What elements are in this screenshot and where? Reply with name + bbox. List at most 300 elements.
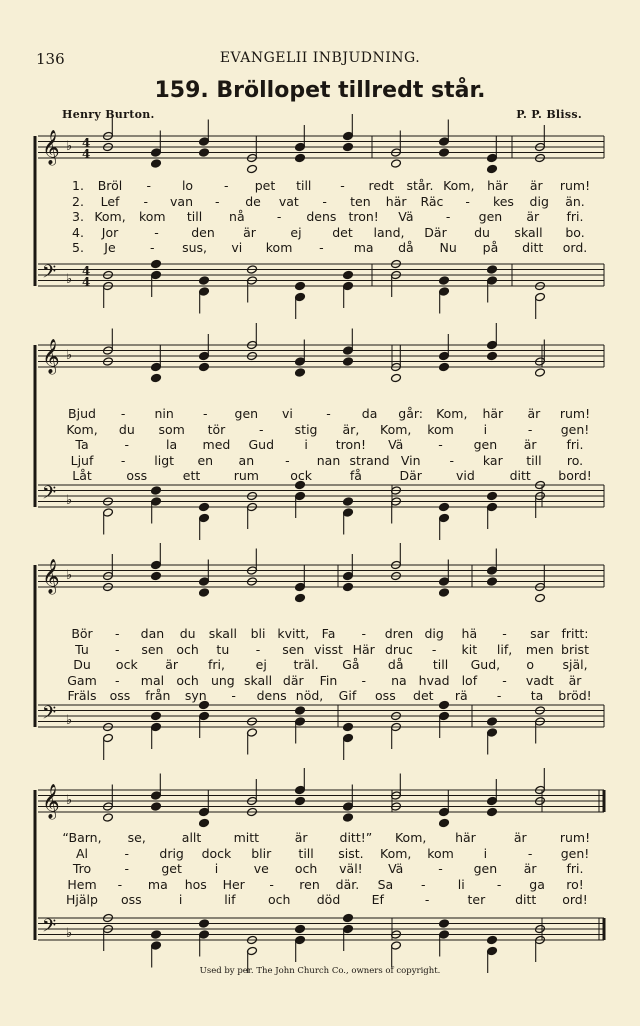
lyric-syllable: gen [473,861,498,877]
syllable-hyphen: - [502,626,507,641]
lyric-line [0,437,640,453]
syllable-hyphen: - [276,209,282,225]
flat-sign-icon: ♭ [66,568,73,583]
lyric-syllable: få [349,468,362,484]
treble-clef-icon: 𝄞 [42,130,60,165]
verse-number: 3. [72,209,84,225]
lyric-syllable: hos [184,876,207,892]
page-number: 136 [36,50,65,68]
note-head [199,362,210,371]
flat-sign-icon: ♭ [66,713,73,728]
note-head [295,281,306,290]
lyric-syllable: nöd, [295,688,324,704]
lyric-syllable: Du [73,657,91,673]
time-signature: 4 [82,264,91,278]
lyric-syllable: dig [424,626,444,641]
lyric-syllable: från [145,688,171,704]
lyric-syllable: kom [138,209,166,225]
syllable-hyphen: - [114,672,120,688]
treble-clef-icon: 𝄞 [42,784,60,819]
lyric-syllable: nan [316,452,341,468]
lyric-syllable: ditt!” [339,830,373,845]
lyric-syllable: där [282,672,304,688]
lyric-syllable: Lef [100,193,120,209]
syllable-hyphen: - [438,861,443,877]
lyric-syllable: den [191,224,215,240]
note-head [151,486,162,495]
lyric-syllable: ditt [515,892,537,908]
lyric-syllable: är [513,830,527,845]
syllable-hyphen: - [120,452,126,468]
lyric-syllable: till [296,178,312,193]
lyric-line [0,830,640,846]
lyric-syllable: o [526,657,534,673]
lyric-syllable: Nu [439,240,457,256]
lyric-syllable: Kom, [94,209,126,225]
lyric-syllable: Kom, [436,406,468,421]
running-head: EVANGELII INBJUDNING. [219,50,421,66]
lyric-syllable: är [165,657,179,673]
syllable-hyphen: - [445,209,451,225]
syllable-hyphen: - [527,421,533,437]
lyric-syllable: fri. [566,861,584,877]
syllable-hyphen: - [124,437,130,453]
note-head [199,502,210,511]
syllable-hyphen: - [143,193,149,209]
lyric-syllable: Kom, [66,421,98,437]
lyric-syllable: är [529,178,543,193]
lyric-syllable: ma [147,876,168,892]
lyric-line [0,626,640,642]
syllable-hyphen: - [285,452,290,468]
lyric-syllable: mal [140,672,165,688]
time-signature: 4 [82,147,91,161]
syllable-hyphen: - [150,240,155,256]
lyric-syllable: strand [349,452,390,468]
note-head [343,357,354,366]
note-head [343,913,354,922]
note-head [199,919,210,928]
lyric-syllable: det [332,224,353,240]
lyric-syllable: du [179,626,196,641]
lyric-syllable: lo [181,178,194,193]
flat-sign-icon: ♭ [66,139,73,154]
lyric-syllable: bo. [565,224,585,240]
lyric-line [0,877,640,893]
lyric-syllable: lif, [496,641,513,657]
lyric-syllable: gen [473,437,498,453]
lyric-syllable: kvitt, [277,626,310,641]
flat-sign-icon: ♭ [66,493,73,508]
lyric-syllable: nin [154,406,174,421]
lyric-syllable: fri. [566,209,584,225]
lyric-syllable: Gif [338,688,357,704]
flat-sign-icon: ♭ [66,926,73,941]
lyric-syllable: Här [352,641,375,657]
lyric-syllable: vadt [525,672,554,688]
lyric-syllable: nå [229,209,245,225]
lyric-syllable: tron! [335,437,367,453]
lyric-syllable: i [214,861,219,877]
lyric-syllable: ord. [562,240,588,256]
lyric-syllable: Je [104,240,116,256]
lyric-syllable: da [361,406,378,421]
lyric-syllable: går: [398,406,424,421]
lyric-syllable: till [432,657,449,673]
lyric-syllable: pet [254,178,276,193]
lyric-syllable: an [238,452,255,468]
lyric-line [0,453,640,469]
lyric-syllable: kes [492,193,514,209]
lyric-syllable: här [385,193,407,209]
lyric-syllable: bord! [558,468,592,484]
syllable-hyphen: - [326,406,331,421]
lyric-syllable: tu [216,641,230,657]
lyric-syllable: dens [306,209,337,225]
lyric-syllable: är [568,672,582,688]
lyric-syllable: i [483,421,488,437]
lyric-syllable: kit [461,641,478,657]
note-head [391,373,402,382]
lyric-syllable: rum! [559,178,591,193]
lyric-syllable: ren [299,876,320,892]
note-head [439,276,450,285]
note-head [247,164,258,173]
lyric-syllable: Hjälp [66,892,98,908]
note-head [295,593,306,602]
lyric-syllable: stig [294,421,318,437]
lyric-syllable: ditt [522,240,544,256]
lyric-line [0,209,640,225]
lyric-syllable: och [294,861,318,877]
lyric-syllable: men [525,641,554,657]
lyric-syllable: vi [281,406,293,421]
note-head [199,818,210,827]
verse-number: 2. [72,193,84,209]
lyric-syllable: kom [265,240,293,256]
lyric-line [0,468,640,484]
lyric-syllable: rum [233,468,259,484]
lyric-syllable: till [526,452,542,468]
lyric-line [0,892,640,908]
lyric-syllable: Kom, [380,845,412,861]
lyric-line [0,673,640,689]
lyric-syllable: sen [141,641,164,657]
note-head [151,930,162,939]
lyric-syllable: ve [253,861,269,877]
syllable-hyphen: - [438,437,443,453]
lyric-syllable: en [197,452,214,468]
lyric-syllable: de [245,193,261,209]
lyric-syllable: se, [127,830,146,845]
syllable-hyphen: - [215,193,220,209]
lyric-syllable: Där [399,468,422,484]
verse-number: 4. [72,224,84,240]
note-head [199,588,210,597]
lyric-syllable: Gam [67,672,97,688]
syllable-hyphen: - [361,672,366,688]
flat-sign-icon: ♭ [66,793,73,808]
syllable-hyphen: - [120,406,126,421]
lyric-syllable: dens [256,688,287,704]
lyric-syllable: fri, [207,657,225,673]
lyric-syllable: gen! [560,421,590,437]
note-head [535,593,546,602]
lyric-syllable: Sa [377,876,394,892]
lyric-syllable: död [316,892,341,908]
lyric-syllable: oss [375,688,396,704]
note-head [151,159,162,168]
lyric-syllable: brist [561,641,589,657]
hymn-author: Henry Burton. [62,108,155,121]
note-head [487,577,498,586]
syllable-hyphen: - [496,876,502,892]
syllable-hyphen: - [449,452,455,468]
syllable-hyphen: - [223,178,229,193]
lyric-syllable: oss [126,468,148,484]
lyric-syllable: än. [565,193,585,209]
lyric-syllable: lif [224,892,236,908]
lyric-syllable: bli [250,626,266,641]
lyric-syllable: kar [482,452,503,468]
note-head [295,153,306,162]
lyric-syllable: Tu [75,641,89,657]
bass-clef-icon: 𝄢 [42,703,57,728]
note-head [151,571,162,580]
lyric-line [0,178,640,194]
note-head [343,722,354,731]
lyric-syllable: ord! [562,892,588,908]
syllable-hyphen: - [114,626,120,641]
lyric-syllable: till [186,209,203,225]
note-head [487,351,498,360]
lyric-line [0,846,640,862]
lyric-syllable: är [523,861,537,877]
lyric-syllable: Tro [72,861,92,877]
note-head [439,502,450,511]
lyric-syllable: dan [140,626,165,641]
syllable-hyphen: - [114,641,120,657]
lyric-line [0,861,640,877]
lyric-syllable: själ, [562,657,588,673]
note-head [487,935,498,944]
lyric-syllable: rä [454,688,468,704]
lyric-line [0,406,640,422]
lyric-line [0,225,640,241]
lyric-syllable: get [161,861,182,877]
note-head [343,142,354,151]
syllable-hyphen: - [322,193,327,209]
lyric-syllable: ej [290,224,302,240]
lyric-syllable: här [487,178,508,193]
note-head [343,497,354,506]
lyric-syllable: sist. [338,845,364,861]
lyric-line [0,240,640,256]
lyric-syllable: sar [530,626,550,641]
hymn-title: 159. Bröllopet tillredt står. [154,78,486,103]
lyric-syllable: Jor [101,224,119,240]
note-head [343,582,354,591]
lyric-syllable: är [526,209,540,225]
lyric-syllable: syn [184,688,207,704]
lyric-syllable: det [413,688,434,704]
syllable-hyphen: - [269,876,274,892]
lyric-syllable: ga [529,876,545,892]
lyric-syllable: mitt [233,830,260,845]
syllable-hyphen: - [465,193,470,209]
note-head [295,706,306,715]
lyric-syllable: sus, [182,240,207,256]
lyric-syllable: redt [368,178,394,193]
lyric-syllable: kom [427,421,454,437]
lyric-syllable: Fin [319,672,338,688]
lyric-syllable: druc [384,641,413,657]
lyric-syllable: Vin [400,452,421,468]
note-head [295,924,306,933]
note-head [487,717,498,726]
note-head [151,802,162,811]
lyric-syllable: Kom, [443,178,475,193]
note-head [199,276,210,285]
lyric-syllable: fri. [566,437,584,453]
lyric-syllable: är, [342,421,360,437]
syllable-hyphen: - [431,641,437,657]
lyric-syllable: vid [456,468,475,484]
lyric-syllable: dren [384,626,414,641]
syllable-hyphen: - [124,845,130,861]
lyric-syllable: Fräls [67,688,97,704]
note-head [295,796,306,805]
lyric-syllable: drig [159,845,184,861]
syllable-hyphen: - [146,178,152,193]
lyric-syllable: ten [350,193,371,209]
note-head [487,265,498,274]
syllable-hyphen: - [502,672,507,688]
lyric-syllable: Kom, [394,830,427,845]
lyric-syllable: ta [530,688,544,704]
lyric-syllable: Ta [75,437,89,453]
lyric-syllable: väl! [339,861,363,877]
syllable-hyphen: - [117,876,123,892]
lyric-syllable: här [482,406,504,421]
syllable-hyphen: - [361,626,366,641]
lyric-syllable: där. [335,876,360,892]
lyric-syllable: rum! [559,830,591,845]
lyric-syllable: ung [210,672,235,688]
lyric-syllable: dock [201,845,232,861]
lyric-syllable: du [474,224,490,240]
syllable-hyphen: - [259,421,264,437]
lyric-syllable: ligt [154,452,175,468]
note-head [439,818,450,827]
lyric-syllable: fritt: [561,626,589,641]
lyric-syllable: “Barn, [62,830,102,845]
lyric-syllable: oss [120,892,142,908]
lyric-syllable: Hem [67,876,97,892]
note-head [439,588,450,597]
lyric-syllable: Där [424,224,447,240]
lyric-syllable: ter [467,892,486,908]
flat-sign-icon: ♭ [66,272,73,287]
lyric-syllable: Vä [398,209,414,225]
lyric-syllable: hvad [418,672,450,688]
lyric-syllable: ock [290,468,312,484]
syllable-hyphen: - [231,688,236,704]
lyric-syllable: na [391,672,407,688]
treble-clef-icon: 𝄞 [42,559,60,594]
lyric-line [0,688,640,704]
lyric-syllable: oss [109,688,131,704]
lyric-line [0,422,640,438]
lyric-syllable: ock [115,657,138,673]
lyric-line [0,194,640,210]
note-head [151,373,162,382]
lyric-syllable: är [527,406,541,421]
lyric-syllable: på [482,240,499,256]
lyric-syllable: van [170,193,194,209]
syllable-hyphen: - [319,240,324,256]
lyric-syllable: ma [353,240,374,256]
lyric-syllable: Gud, [470,657,501,673]
lyric-syllable: ej [255,657,267,673]
lyric-syllable: du [118,421,135,437]
syllable-hyphen: - [202,406,208,421]
syllable-hyphen: - [527,845,533,861]
lyric-syllable: Vä [388,861,404,877]
lyric-syllable: skall [243,672,273,688]
lyric-syllable: Ef [371,892,384,908]
lyric-syllable: Bör [71,626,93,641]
lyric-syllable: bröd! [558,688,592,704]
note-head [199,148,210,157]
lyric-syllable: i [304,437,308,453]
lyric-syllable: tron! [348,209,379,225]
treble-clef-icon: 𝄞 [42,339,60,374]
lyric-syllable: är [243,224,256,240]
lyric-syllable: Ljuf [70,452,94,468]
lyric-syllable: Räc [420,193,444,209]
lyric-syllable: skall [208,626,237,641]
lyric-syllable: är [294,830,308,845]
time-signature: 4 [82,275,91,289]
lyric-syllable: i [483,845,488,861]
lyric-line [0,642,640,658]
verse-number: 1. [72,178,84,193]
lyric-syllable: är [523,437,537,453]
bass-clef-icon: 𝄢 [42,483,57,508]
lyric-syllable: skall [514,224,543,240]
lyric-syllable: Her [222,876,245,892]
lyric-syllable: land, [373,224,405,240]
note-head [439,919,450,928]
hymn-composer: P. P. Bliss. [516,108,582,121]
syllable-hyphen: - [340,178,345,193]
lyric-syllable: och [267,892,291,908]
lyric-syllable: i [178,892,183,908]
lyric-syllable: lof [461,672,478,688]
note-head [151,259,162,268]
lyric-syllable: gen [234,406,259,421]
note-head [391,159,402,168]
note-head [151,711,162,720]
lyric-syllable: och [176,641,199,657]
lyric-syllable: Fa [321,626,336,641]
lyric-syllable: ett [182,468,201,484]
note-head [439,362,450,371]
lyric-syllable: rum! [559,406,591,421]
lyric-syllable: här [455,830,476,845]
lyric-syllable: då [387,657,404,673]
